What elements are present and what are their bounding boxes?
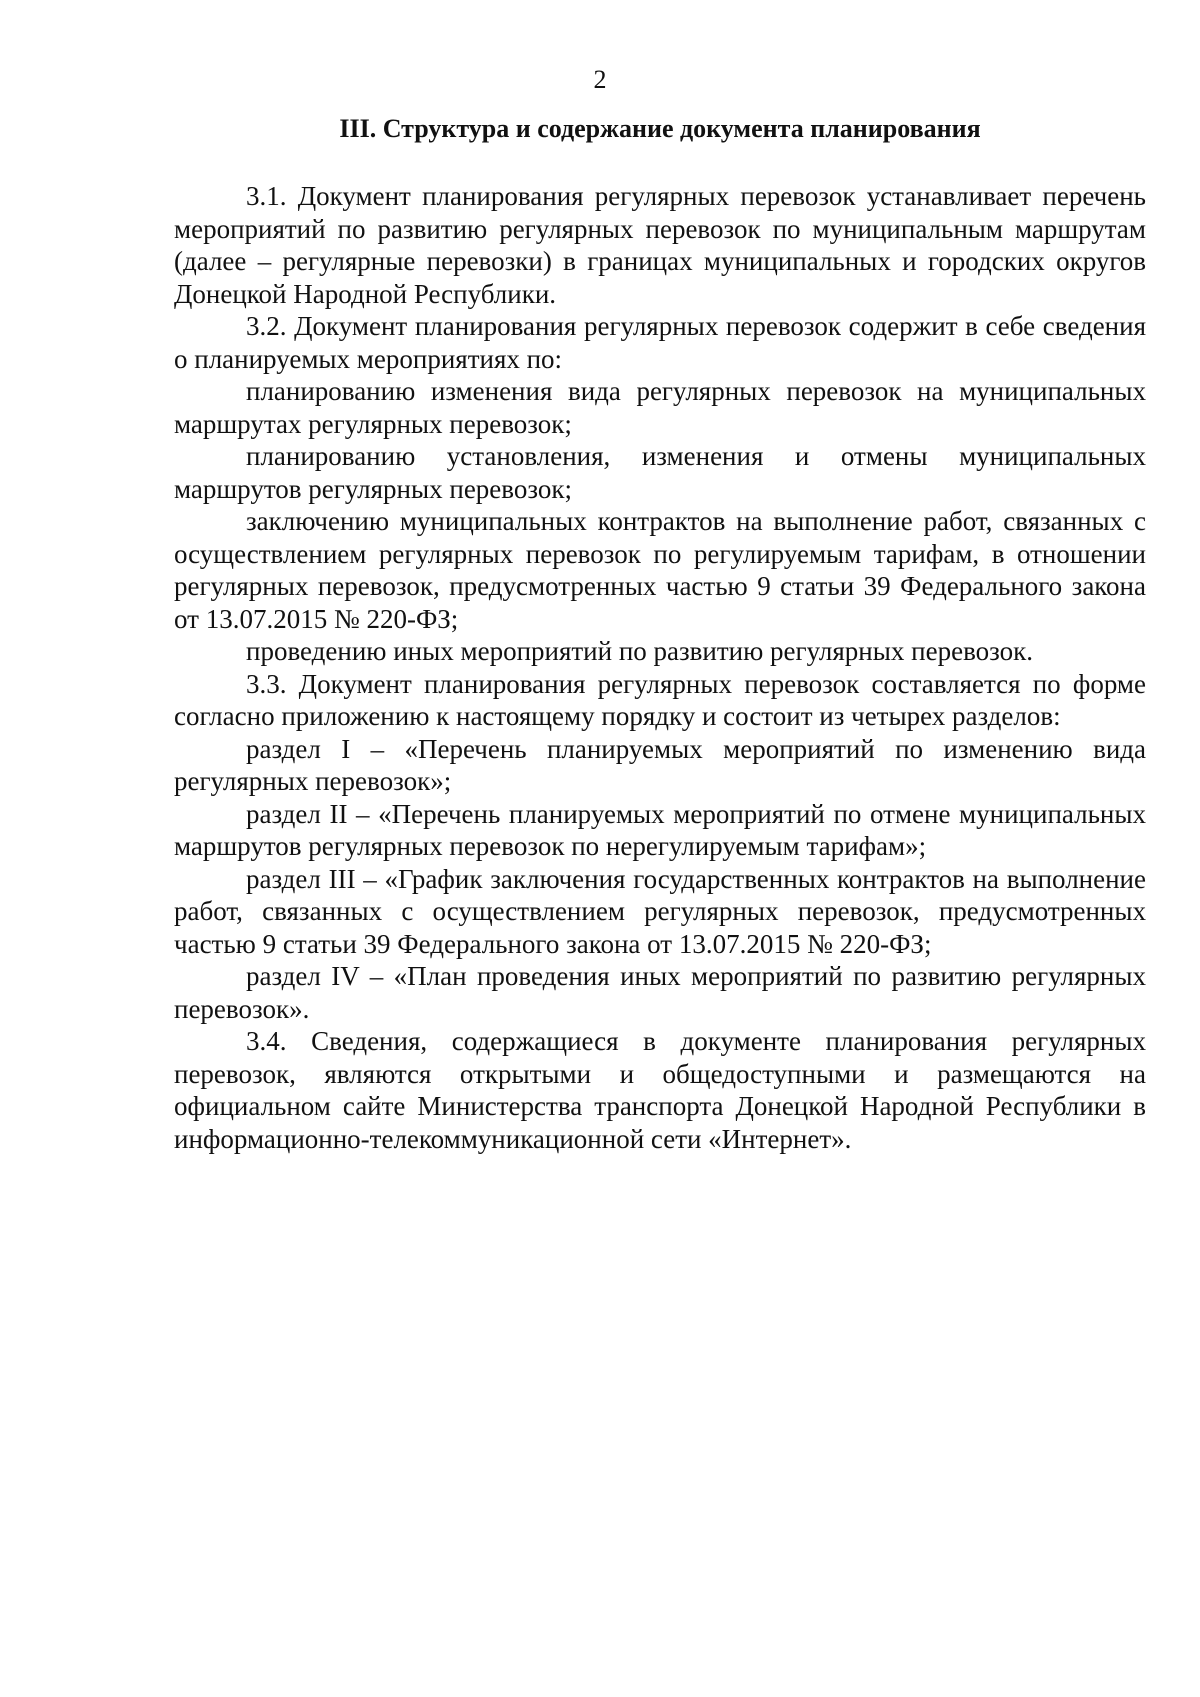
paragraph-3-2: 3.2. Документ планирования регулярных перевозок содержит в себе сведения о планируемых мероприятиях по: xyxy=(174,311,1146,374)
section-title: III. Структура и содержание документа планирования xyxy=(339,114,981,143)
section-list-item-iii: раздел III – «График заключения государственных контрактов на выполнение работ, связанных с осуществлением регулярных перевозок, предусмотренных частью 9 статьи 39 Федерального закона от 13.07.2015 № 220-ФЗ; xyxy=(174,863,1146,959)
document-body xyxy=(174,180,1146,1155)
paragraph-3-3: 3.3. Документ планирования регулярных перевозок составляется по форме согласно приложению к настоящему порядку и состоит из четырех разделов: xyxy=(174,668,1146,731)
list-item: планированию установления, изменения и отмены муниципальных маршрутов регулярных перевозок; xyxy=(174,441,1146,504)
section-list-item-i: раздел I – «Перечень планируемых мероприятий по изменению вида регулярных перевозок»; xyxy=(174,733,1146,796)
list-item: планированию изменения вида регулярных перевозок на муниципальных маршрутах регулярных перевозок; xyxy=(174,376,1146,439)
paragraph-3-1: 3.1. Документ планирования регулярных перевозок устанавливает перечень мероприятий по развитию регулярных перевозок по муниципальным маршрутам (далее – регулярные перевозки) в границах муниципальных и городских округов Донецкой Народной Республики. xyxy=(174,181,1146,309)
section-list-item-iv: раздел IV – «План проведения иных мероприятий по развитию регулярных перевозок». xyxy=(174,961,1146,1024)
list-item: проведению иных мероприятий по развитию регулярных перевозок. xyxy=(246,636,1034,666)
list-item: заключению муниципальных контрактов на выполнение работ, связанных с осуществлением регулярных перевозок по регулируемым тарифам, в отношении регулярных перевозок, предусмотренных частью 9 статьи 39 Федерального закона от 13.07.2015 № 220-ФЗ; xyxy=(174,506,1146,634)
paragraph-3-4: 3.4. Сведения, содержащиеся в документе планирования регулярных перевозок, являются открытыми и общедоступными и размещаются на официальном сайте Министерства транспорта Донецкой Народной Республики в информационно-телекоммуникационной сети «Интернет». xyxy=(174,1026,1146,1154)
page-number: 2 xyxy=(593,65,607,94)
section-list-item-ii: раздел II – «Перечень планируемых мероприятий по отмене муниципальных маршрутов регулярных перевозок по нерегулируемым тарифам»; xyxy=(174,798,1146,861)
